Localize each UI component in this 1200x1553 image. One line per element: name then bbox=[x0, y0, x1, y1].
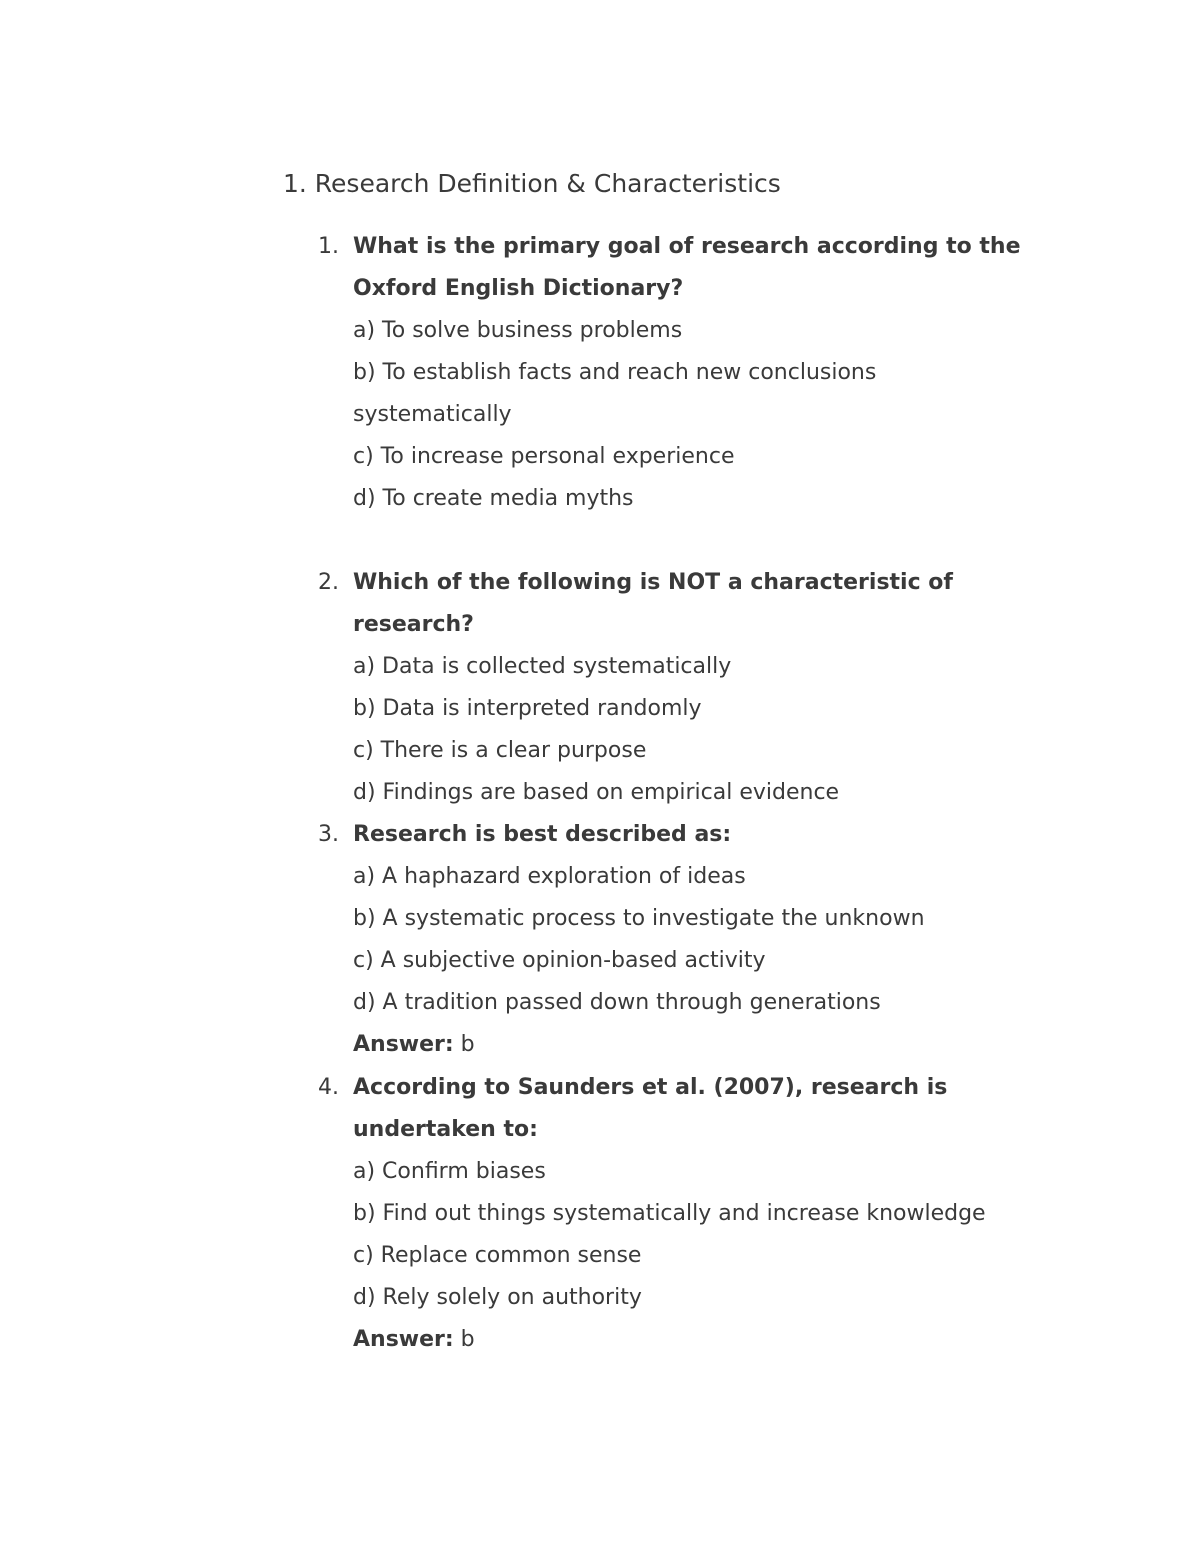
option-d: d) Rely solely on authority bbox=[353, 1285, 642, 1310]
answer-value: b bbox=[453, 1032, 475, 1057]
option-b: b) A systematic process to investigate the unknown bbox=[353, 906, 925, 931]
question-1 bbox=[318, 226, 1038, 520]
question-3 bbox=[318, 814, 1038, 1066]
option-a: a) To solve business problems bbox=[353, 318, 683, 343]
question-4 bbox=[318, 1067, 1038, 1361]
question-body bbox=[353, 226, 1038, 520]
option-d: d) To create media myths bbox=[353, 486, 634, 511]
option-b: b) Data is interpreted randomly bbox=[353, 696, 702, 721]
section-title: 1. Research Definition & Characteristics bbox=[283, 169, 781, 198]
option-c: c) A subjective opinion-based activity bbox=[353, 948, 766, 973]
question-text: According to Saunders et al. (2007), research is undertaken to: bbox=[353, 1075, 948, 1142]
question-text: Which of the following is NOT a characteristic of research? bbox=[353, 570, 953, 637]
answer-value: b bbox=[453, 1327, 475, 1352]
option-c: c) There is a clear purpose bbox=[353, 738, 647, 763]
question-number: 3. bbox=[318, 822, 339, 847]
option-b: b) To establish facts and reach new conclusions systematically bbox=[353, 360, 877, 427]
question-body bbox=[353, 814, 1038, 1066]
question-body bbox=[353, 1067, 1038, 1361]
option-b: b) Find out things systematically and increase knowledge bbox=[353, 1201, 986, 1226]
option-c: c) To increase personal experience bbox=[353, 444, 735, 469]
question-2 bbox=[318, 562, 1038, 814]
option-d: d) A tradition passed down through generations bbox=[353, 990, 881, 1015]
question-number: 2. bbox=[318, 570, 339, 595]
question-number: 4. bbox=[318, 1075, 339, 1100]
question-text: Research is best described as: bbox=[353, 822, 732, 847]
question-text: What is the primary goal of research according to the Oxford English Dictionary? bbox=[353, 234, 1021, 301]
option-d: d) Findings are based on empirical evidence bbox=[353, 780, 840, 805]
question-body bbox=[353, 562, 1038, 814]
answer-label: Answer: bbox=[353, 1327, 454, 1352]
answer-line bbox=[353, 1319, 1038, 1361]
question-number: 1. bbox=[318, 234, 339, 259]
option-a: a) Data is collected systematically bbox=[353, 654, 732, 679]
answer-label: Answer: bbox=[353, 1032, 454, 1057]
option-a: a) A haphazard exploration of ideas bbox=[353, 864, 746, 889]
option-a: a) Confirm biases bbox=[353, 1159, 546, 1184]
option-c: c) Replace common sense bbox=[353, 1243, 642, 1268]
answer-line bbox=[353, 1024, 1038, 1066]
